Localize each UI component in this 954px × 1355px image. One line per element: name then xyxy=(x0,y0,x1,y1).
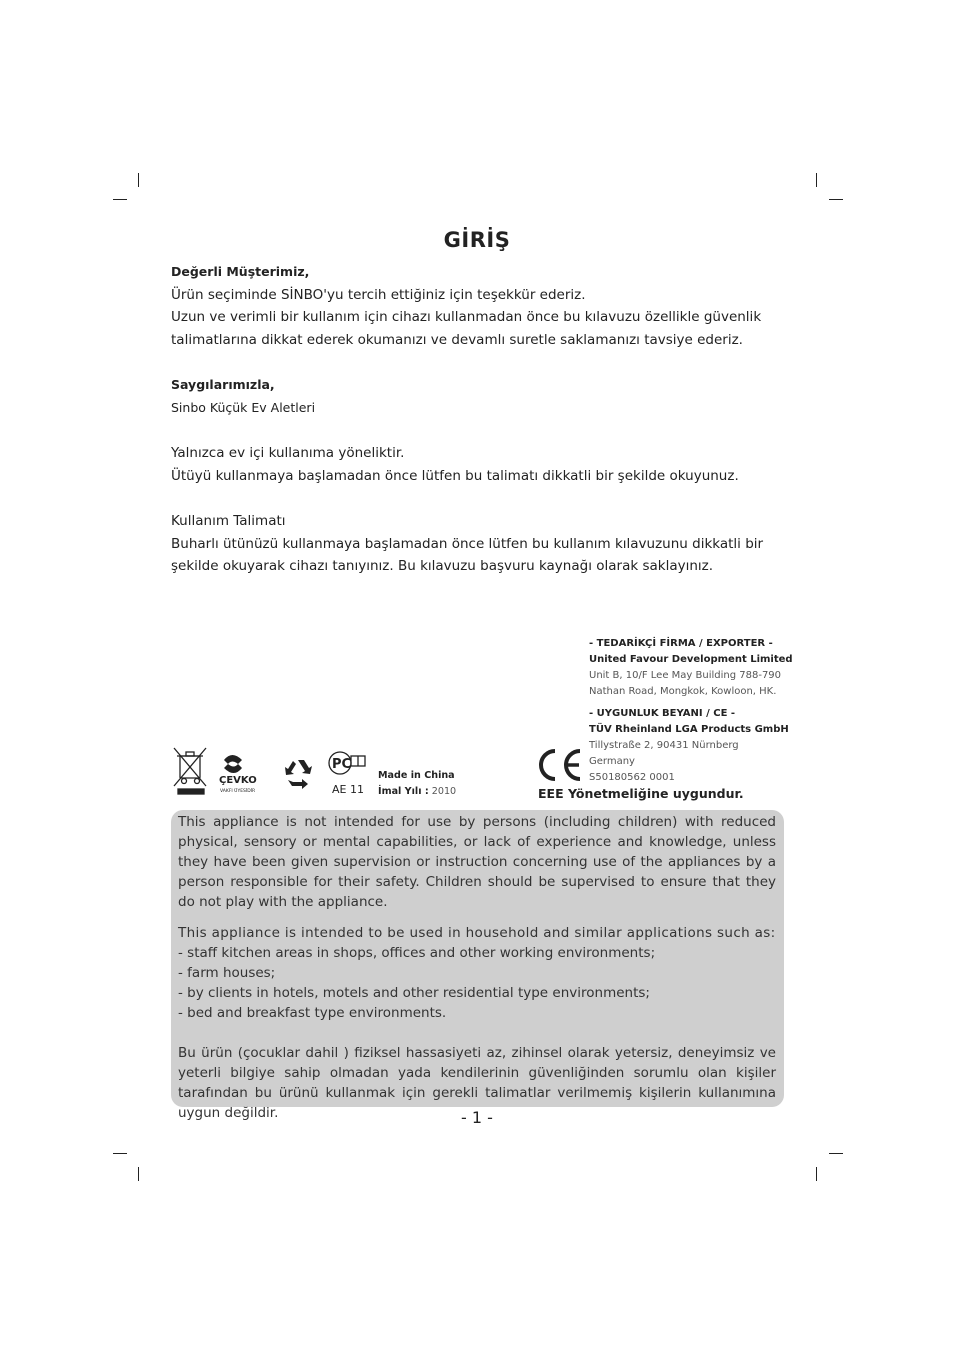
usage-line-1: Buharlı ütünüzü kullanmaya başlamadan önce lütfen bu kullanım kılavuzunu dikkatli bir xyxy=(171,535,764,552)
crop-mark xyxy=(138,173,139,187)
company-name: Sinbo Küçük Ev Aletleri xyxy=(171,399,316,415)
ce-address-2: Germany xyxy=(589,756,635,767)
ce-name: TÜV Rheinland LGA Products GmbH xyxy=(589,724,789,735)
ce-address-1: Tillystraße 2, 90431 Nürnberg xyxy=(589,740,739,751)
notice-paragraph-2-intro: This appliance is intended to be used in household and similar applications such as: xyxy=(178,925,776,941)
ce-heading: - UYGUNLUK BEYANI / CE - xyxy=(589,708,736,719)
svg-text:PC: PC xyxy=(332,757,352,772)
notice-list-item: - farm houses; xyxy=(178,965,276,981)
production-year-label: İmal Yılı : xyxy=(378,786,429,797)
compliance-logos xyxy=(172,746,377,798)
page-title: GİRİŞ xyxy=(443,228,511,252)
cevko-sub-label: VAKFI ÜYESİDİR xyxy=(220,789,256,794)
weee-bin-icon xyxy=(174,748,206,794)
cevko-logo-icon xyxy=(219,755,257,794)
made-in-label: Made in China xyxy=(378,770,455,781)
supplier-info xyxy=(589,636,799,786)
usage-title: Kullanım Talimatı xyxy=(171,513,286,529)
regards: Saygılarımızla, xyxy=(171,377,275,392)
ce-certificate: S50180562 0001 xyxy=(589,772,675,783)
intro-text xyxy=(171,261,791,351)
usage-instructions xyxy=(171,510,791,578)
regards-block xyxy=(171,374,791,419)
pct-code: AE 11 xyxy=(332,783,364,796)
read-before: Ütüyü kullanmaya başlamadan önce lütfen bu talimatı dikkatli bir şekilde okuyunuz. xyxy=(171,467,739,484)
notice-list-item: - staff kitchen areas in shops, offices and other working environments; xyxy=(178,945,656,961)
thanks-text: Ürün seçiminde SİNBO'yu tercih ettiğiniz için teşekkür ederiz. xyxy=(171,286,586,303)
exporter-heading: - TEDARİKÇİ FİRMA / EXPORTER - xyxy=(589,638,773,649)
safety-notice-box xyxy=(171,810,784,1121)
greeting: Değerli Müşterimiz, xyxy=(171,264,310,279)
usage-line-2: şekilde okuyarak cihazı tanıyınız. Bu kılavuzu başvuru kaynağı olarak saklayınız. xyxy=(171,558,714,575)
exporter-address-2: Nathan Road, Mongkok, Kowloon, HK. xyxy=(589,686,777,697)
notice-list-item: - by clients in hotels, motels and other residential type environments; xyxy=(178,985,650,1001)
advice-line-1: Uzun ve verimli bir kullanım için cihazı kullanmadan önce bu kılavuzu özellikle güvenlik xyxy=(171,309,762,326)
recycle-icon xyxy=(285,760,312,789)
production-year: 2010 xyxy=(431,786,457,797)
notice-paragraph-3: Bu ürün (çocuklar dahil ) fiziksel hassasiyeti az, zihinsel olarak yetersiz, deneyimsiz ve yeterli bilgiye sahip olmadan yada kendilerinin güvenliğinden sorumlu olan kişiler tarafından bu ürünü kullanmak için gerekli talimatlar verilmemiş kişilerin kullanımına uygun değildir. xyxy=(178,1045,776,1121)
eee-compliance: EEE Yönetmeliğine uygundur. xyxy=(538,786,744,801)
page-number: - 1 - xyxy=(461,1108,493,1127)
ce-mark-icon xyxy=(535,747,585,783)
crop-mark xyxy=(829,1153,843,1154)
crop-mark xyxy=(816,1167,817,1181)
pct-mark-icon xyxy=(329,752,365,796)
usage-note xyxy=(171,442,791,487)
crop-mark xyxy=(113,1153,127,1154)
household-only: Yalnızca ev içi kullanıma yöneliktir. xyxy=(171,445,405,461)
crop-mark xyxy=(113,199,127,200)
notice-list-item: - bed and breakfast type environments. xyxy=(178,1005,447,1021)
exporter-address-1: Unit B, 10/F Lee May Building 788-790 xyxy=(589,670,782,681)
crop-mark xyxy=(829,199,843,200)
cevko-label: ÇEVKO xyxy=(219,775,257,786)
crop-mark xyxy=(816,173,817,187)
made-in-info xyxy=(378,768,456,800)
crop-mark xyxy=(138,1167,139,1181)
notice-paragraph-1: This appliance is not intended for use by persons (including children) with reduced physical, sensory or mental capabilities, or lack of experience and knowledge, unless they have been given supervision or instruction concerning use of the appliances by a person responsible for their safety. Children should be supervised to ensure that they do not play with the appliance. xyxy=(178,814,776,910)
advice-line-2: talimatlarına dikkat ederek okumanızı ve devamlı suretle saklamanızı tavsiye ederiz. xyxy=(171,331,743,348)
exporter-name: United Favour Development Limited xyxy=(589,654,793,665)
